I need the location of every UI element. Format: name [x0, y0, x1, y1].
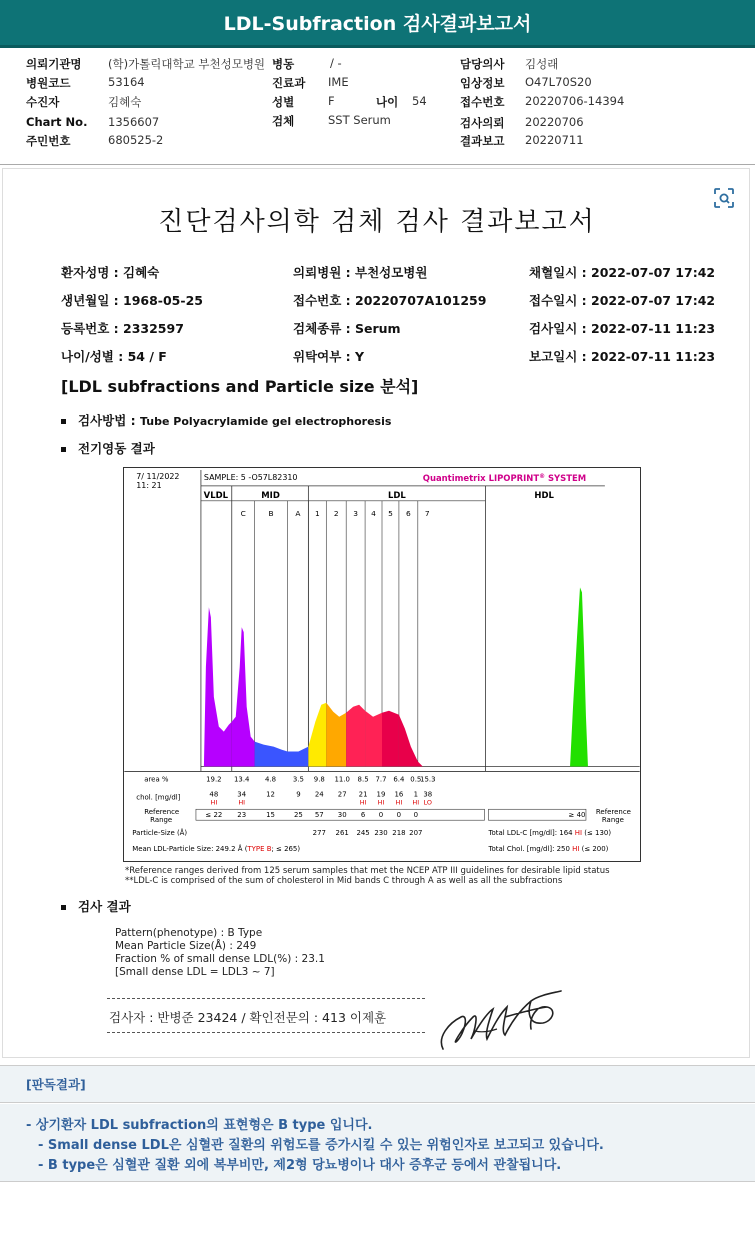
total-chol-flag: HI — [572, 845, 580, 854]
specimen-label: 검체 — [272, 114, 295, 128]
mean-size-type: TYPE B — [247, 845, 272, 854]
chol-value: 24 — [314, 790, 324, 799]
total-chol-ref: (≤ 200) — [581, 845, 609, 854]
judgement-label: [판독결과] — [0, 1065, 755, 1103]
chol-value: 9 — [296, 790, 301, 799]
area-value: 9.8 — [313, 775, 325, 784]
age-value: 54 — [412, 94, 427, 108]
result-line — [61, 897, 131, 915]
header-divider — [0, 164, 755, 165]
band-label-3: 3 — [353, 508, 359, 518]
reference-value: 30 — [337, 811, 347, 820]
ward-label: 병동 — [272, 57, 295, 71]
test-result — [115, 927, 325, 979]
chol-value: 19 — [376, 790, 386, 799]
mid-c-peak — [232, 627, 255, 766]
doctor-label: 담당의사 — [460, 57, 505, 71]
reference-value: 6 — [360, 811, 366, 820]
mean-size-tail: ; ≤ 265) — [271, 845, 301, 854]
particle-size-value: 230 — [374, 829, 388, 838]
chol-flag: HI — [210, 798, 218, 807]
divider-bottom — [107, 1032, 425, 1033]
receive-date: 접수일시 : 2022-07-07 17:42 — [529, 293, 716, 308]
band-label-1: 1 — [314, 508, 320, 518]
vldl-peak — [204, 607, 232, 766]
report-value: 20220711 — [525, 133, 584, 147]
rrn-value: 680525-2 — [108, 133, 164, 147]
total-ldl — [487, 829, 611, 837]
patient-value: 김혜숙 — [108, 95, 142, 109]
hospital-value: (학)가톨릭대학교 부천성모병원 — [108, 57, 266, 71]
judgement-line-1: - 상기환자 LDL subfraction의 표현형은 B type 입니다. — [26, 1118, 373, 1133]
chol-value: 38 — [423, 790, 433, 799]
reference-label-hdl-2: Range — [601, 816, 624, 825]
particle-size-value: 277 — [312, 829, 326, 838]
mean-size-text: Mean LDL-Particle Size: 249.2 Å ( — [132, 845, 248, 854]
area-value: 8.5 — [357, 775, 369, 784]
chol-value: 27 — [337, 790, 347, 799]
chol-flag: HI — [238, 798, 246, 807]
chol-flag: HI — [359, 798, 367, 807]
bullet-dot — [61, 419, 66, 424]
mean-size-label — [132, 844, 300, 853]
area-row-label: area % — [144, 775, 169, 784]
reference-label-2: Range — [150, 816, 173, 825]
sex-value: F — [328, 94, 335, 108]
birth-date: 생년월일 : 1968-05-25 — [61, 293, 203, 308]
particle-size-value: 261 — [335, 829, 349, 838]
judgement-line-2: - Small dense LDL은 심혈관 질환의 위험도를 증가시킬 수 있는 위험인자로 보고되고 있습니다. — [38, 1138, 604, 1153]
footnote-2: **LDL-C is comprised of the sum of cholesterol in Mid bands C through A as well as all the subfractions — [125, 876, 563, 886]
patient-label: 수진자 — [26, 95, 60, 109]
chol-value: 16 — [394, 790, 404, 799]
request-hospital: 의뢰병원 : 부천성모병원 — [293, 265, 428, 280]
dept-value: IME — [328, 75, 349, 89]
judgement-body — [0, 1104, 755, 1182]
result-definition: [Small dense LDL = LDL3 ~ 7] — [115, 966, 275, 978]
group-label-mid: MID — [261, 489, 280, 500]
age-sex: 나이/성별 : 54 / F — [61, 349, 167, 364]
registration-no: 등록번호 : 2332597 — [61, 321, 184, 336]
hdl-peak — [570, 587, 588, 766]
chol-value: 21 — [358, 790, 368, 799]
footnotes — [125, 866, 610, 886]
reference-value: 57 — [314, 811, 324, 820]
chol-flag: HI — [377, 798, 385, 807]
signature — [435, 987, 565, 1057]
total-ldl-text: Total LDL-C [mg/dl]: 164 — [488, 829, 573, 838]
footnote-1: *Reference ranges derived from 125 serum samples that met the NCEP ATP III guidelines for desirable lipid status — [125, 866, 610, 876]
reference-value: 0 — [396, 811, 402, 820]
code-value: 53164 — [108, 75, 145, 89]
report-document — [2, 168, 750, 1058]
result-pattern: Pattern(phenotype) : B Type — [115, 927, 263, 939]
report-date: 보고일시 : 2022-07-11 11:23 — [529, 349, 716, 364]
rrn-label: 주민번호 — [26, 134, 71, 148]
chart-date: 7/ 11/2022 — [136, 471, 180, 481]
electrophoresis-chart — [123, 467, 641, 862]
reference-value: 23 — [237, 811, 247, 820]
specimen-type: 검체종류 : Serum — [293, 321, 401, 336]
total-chol — [487, 845, 608, 853]
reference-value-hdl: ≥ 40 — [568, 811, 586, 820]
chol-flag: HI — [412, 798, 420, 807]
band-label-5: 5 — [388, 508, 393, 518]
ldl2-peak — [326, 703, 346, 767]
ldl4-peak — [365, 711, 382, 767]
band-label-c: C — [240, 508, 246, 518]
clinical-label: 임상정보 — [460, 76, 505, 90]
doctor-value: 김성래 — [525, 57, 559, 71]
chol-value: 34 — [237, 790, 247, 799]
ldl5-peak — [382, 711, 399, 767]
request-label: 검사의뢰 — [460, 116, 505, 130]
particle-size-value: 218 — [392, 829, 406, 838]
total-ldl-ref: (≤ 130) — [584, 829, 612, 838]
area-value: 3.5 — [292, 775, 304, 784]
report-title: 진단검사의학 검체 검사 결과보고서 — [158, 207, 596, 237]
mid-ba-area — [255, 742, 309, 767]
patient-info-header — [0, 52, 755, 164]
total-ldl-flag: HI — [574, 829, 583, 838]
clinical-value: O47L70S20 — [525, 75, 592, 89]
particle-size-value: 245 — [356, 829, 370, 838]
band-label-6: 6 — [405, 508, 411, 518]
test-date: 검사일시 : 2022-07-11 11:23 — [529, 321, 716, 336]
particle-size-label: Particle-Size (Å) — [132, 829, 188, 838]
report-label: 결과보고 — [460, 134, 505, 148]
chart-no-value: 1356607 — [108, 115, 160, 129]
ldl6-peak — [399, 715, 423, 767]
reference-value: 0 — [378, 811, 384, 820]
area-value: 13.4 — [233, 775, 250, 784]
electro-label: 전기영동 결과 — [78, 441, 155, 456]
judgement-line-3: - B type은 심혈관 질환 외에 복부비만, 제2형 당뇨병이나 대사 증후군 등에서 관찰됩니다. — [38, 1158, 562, 1173]
band-label-4: 4 — [371, 508, 376, 518]
area-value: 7.7 — [375, 775, 387, 784]
total-chol-text: Total Chol. [mg/dl]: 250 — [488, 845, 570, 854]
chol-flag: HI — [395, 798, 403, 807]
method-line — [61, 411, 391, 429]
chol-value: 48 — [209, 790, 219, 799]
group-label-hdl: HDL — [534, 489, 554, 500]
ldl1-peak — [308, 703, 326, 767]
group-label-ldl: LDL — [388, 489, 406, 500]
ldl3-peak — [346, 705, 365, 767]
chol-row-label: chol. [mg/dl] — [136, 793, 181, 802]
section-title: [LDL subfractions and Particle size 분석] — [61, 377, 419, 396]
hospital-label: 의뢰기관명 — [26, 57, 82, 71]
chart-brand — [423, 473, 586, 483]
band-label-a: A — [295, 508, 301, 518]
bullet-dot — [61, 447, 66, 452]
age-label: 나이 — [376, 95, 399, 109]
chart-brand-tail: SYSTEM — [545, 472, 587, 483]
area-value: 15.3 — [420, 775, 436, 784]
reference-label-1: Reference — [144, 808, 180, 817]
divider-top — [107, 998, 425, 999]
chart-brand-name: Quantimetrix LIPOPRINT — [422, 472, 540, 483]
area-value: 4.8 — [265, 775, 277, 784]
method-label: 검사방법 : — [78, 413, 141, 428]
receipt-no: 접수번호 : 20220707A101259 — [293, 293, 487, 308]
group-label-vldl: VLDL — [203, 489, 228, 500]
code-label: 병원코드 — [26, 76, 71, 90]
reference-value: 15 — [266, 811, 275, 820]
chol-flag: LO — [423, 798, 432, 807]
specimen-value: SST Serum — [328, 113, 391, 127]
reference-value: 25 — [293, 811, 303, 820]
reference-value: ≤ 22 — [205, 811, 223, 820]
band-label-2: 2 — [333, 508, 339, 518]
area-value: 6.4 — [393, 775, 405, 784]
sex-label: 성별 — [272, 95, 295, 109]
method-value: Tube Polyacrylamide gel electrophoresis — [140, 415, 392, 428]
area-value: 19.2 — [206, 775, 222, 784]
chart-time: 11: 21 — [136, 480, 162, 490]
particle-size-value: 207 — [409, 829, 423, 838]
consign: 위탁여부 : Y — [293, 349, 365, 364]
chart-sample: SAMPLE: 5 -O57L82310 — [203, 472, 298, 482]
result-mean-size: Mean Particle Size(Å) : 249 — [115, 940, 257, 952]
electro-line — [61, 439, 155, 457]
chol-value: 1 — [413, 790, 419, 799]
chol-value: 12 — [266, 790, 275, 799]
band-label-b: B — [268, 508, 274, 518]
request-value: 20220706 — [525, 115, 584, 129]
receipt-value: 20220706-14394 — [525, 94, 625, 108]
chart-no-label: Chart No. — [26, 115, 88, 129]
dept-label: 진료과 — [272, 76, 306, 90]
patient-name: 환자성명 : 김혜숙 — [61, 265, 160, 280]
area-value: 11.0 — [334, 775, 350, 784]
reference-label-hdl-1: Reference — [595, 808, 631, 817]
result-label: 검사 결과 — [78, 899, 131, 914]
reference-value: 0 — [413, 811, 419, 820]
band-label-7: 7 — [424, 508, 430, 518]
result-fraction: Fraction % of small dense LDL(%) : 23.1 — [115, 953, 325, 965]
area-value: 0.5 — [410, 775, 422, 784]
collect-date: 채혈일시 : 2022-07-07 17:42 — [529, 265, 716, 280]
receipt-label: 접수번호 — [460, 95, 505, 109]
chart-brand-mark: ® — [539, 472, 546, 480]
inspector-line: 검사자 : 반병준 23424 / 확인전문의 : 413 이제훈 — [109, 1010, 387, 1025]
header-title: LDL-Subfraction 검사결과보고서 — [0, 0, 755, 48]
ward-value: / - — [330, 56, 342, 70]
bullet-dot — [61, 905, 66, 910]
